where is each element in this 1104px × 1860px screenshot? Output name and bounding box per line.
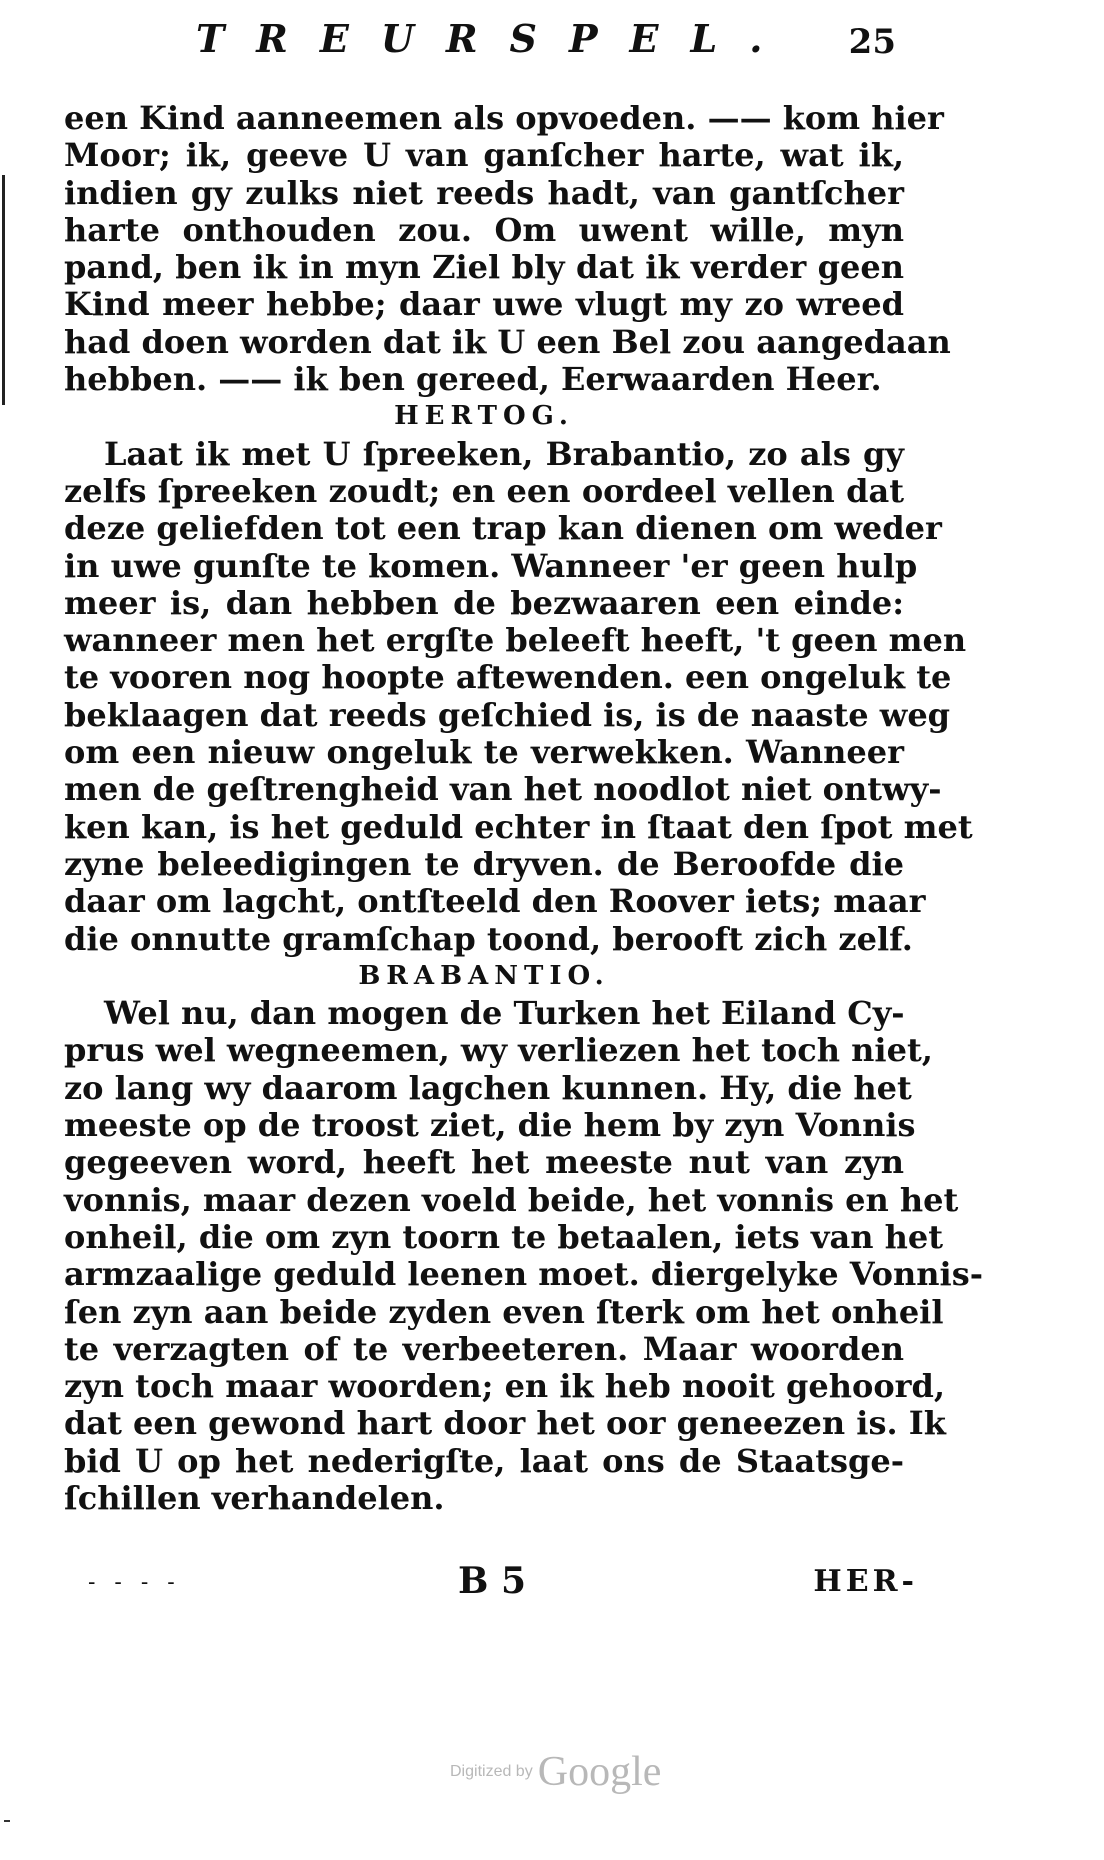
text-line: prus wel wegneemen, wy verliezen het toch niet, xyxy=(64,1031,933,1070)
text-line: gegeeven word, heeft het meeste nut van zyn xyxy=(64,1143,904,1182)
text-line: hebben. —— ik ben gereed, Eerwaarden Heer. xyxy=(64,360,882,399)
text-line: ſen zyn aan beide zyden even ſterk om het onheil xyxy=(64,1292,944,1331)
text-block xyxy=(64,99,983,1517)
text-line: indien gy zulks niet reeds hadt, van gantſcher xyxy=(64,173,904,212)
leader-dots: - - - - xyxy=(88,1570,181,1595)
page-number: 25 xyxy=(848,22,896,62)
text-line: die onnutte gramſchap toond, berooft zich zelf. xyxy=(64,919,913,958)
page-footer xyxy=(88,1560,918,1610)
text-line: meer is, dan hebben de bezwaaren een einde: xyxy=(64,583,904,622)
speaker-heading-brabantio: BRABANTIO. xyxy=(358,960,610,991)
paragraph-1 xyxy=(64,99,951,399)
text-line: men de geſtrengheid van het noodlot niet ontwy- xyxy=(64,770,942,809)
text-line: zyne beleedigingen te dryven. de Beroofde die xyxy=(64,844,904,883)
text-line: Kind meer hebbe; daar uwe vlugt my zo wreed xyxy=(64,285,904,324)
signature-mark: B 5 xyxy=(458,1560,527,1602)
text-line: deze geliefden tot een trap kan dienen om weder xyxy=(64,509,942,548)
text-line: Wel nu, dan mogen de Turken het Eiland Cy- xyxy=(104,994,905,1033)
text-line: had doen worden dat ik U een Bel zou aangedaan xyxy=(64,322,951,361)
text-line: Laat ik met U ſpreeken, Brabantio, zo als gy xyxy=(104,434,904,473)
text-line: daar om lagcht, ontſteeld den Roover iets; maar xyxy=(64,882,926,921)
running-head xyxy=(196,16,896,76)
text-line: zo lang wy daarom lagchen kunnen. Hy, die het xyxy=(64,1068,912,1107)
speaker-heading-hertog: HERTOG. xyxy=(394,401,574,432)
paragraph-3 xyxy=(64,994,983,1517)
text-line: bid U op het nederigſte, laat ons de Staatsge- xyxy=(64,1441,904,1480)
text-line: zelfs ſpreeken zoudt; en een oordeel vellen dat xyxy=(64,471,904,510)
page-edge-mark xyxy=(2,175,5,405)
text-line: armzaalige geduld leenen moet. diergelyke Vonnis- xyxy=(64,1255,983,1294)
text-line: ken kan, is het geduld echter in ſtaat den ſpot met xyxy=(64,807,973,846)
text-line: vonnis, maar dezen voeld beide, het vonnis en het xyxy=(64,1180,959,1219)
text-line: onheil, die om zyn toorn te betaalen, iets van het xyxy=(64,1217,944,1256)
text-line: te vooren nog hoopte aftewenden. een ongeluk te xyxy=(64,658,952,697)
watermark-prefix: Digitized by xyxy=(450,1763,533,1780)
scan-speck xyxy=(4,1820,10,1822)
text-line: Moor; ik, geeve U van ganſcher harte, wat ik, xyxy=(64,136,904,175)
text-line: beklaagen dat reeds geſchied is, is de naaste weg xyxy=(64,695,951,734)
text-line: ſchillen verhandelen. xyxy=(64,1478,445,1517)
text-line: in uwe gunſte te komen. Wanneer 'er geen hulp xyxy=(64,546,918,585)
text-line: harte onthouden zou. Om uwent wille, myn xyxy=(64,210,904,249)
digitization-watermark xyxy=(450,1748,661,1798)
text-line: wanneer men het ergſte beleeft heeft, 't geen men xyxy=(64,621,967,660)
watermark-brand: Google xyxy=(537,1749,662,1795)
text-line: te verzagten of te verbeeteren. Maar woorden xyxy=(64,1329,904,1368)
text-line: dat een gewond hart door het oor geneezen is. Ik xyxy=(64,1404,946,1443)
text-line: om een nieuw ongeluk te verwekken. Wanneer xyxy=(64,733,904,772)
catchword: HER- xyxy=(813,1564,918,1599)
running-title: TREURSPEL. xyxy=(196,16,795,61)
text-line: meeste op de troost ziet, die hem by zyn Vonnis xyxy=(64,1106,916,1145)
text-line: een Kind aanneemen als opvoeden. —— kom hier xyxy=(64,99,944,137)
paragraph-2 xyxy=(64,434,973,958)
text-line: zyn toch maar woorden; en ik heb nooit gehoord, xyxy=(64,1367,946,1406)
text-line: pand, ben ik in myn Ziel bly dat ik verder geen xyxy=(64,248,904,287)
